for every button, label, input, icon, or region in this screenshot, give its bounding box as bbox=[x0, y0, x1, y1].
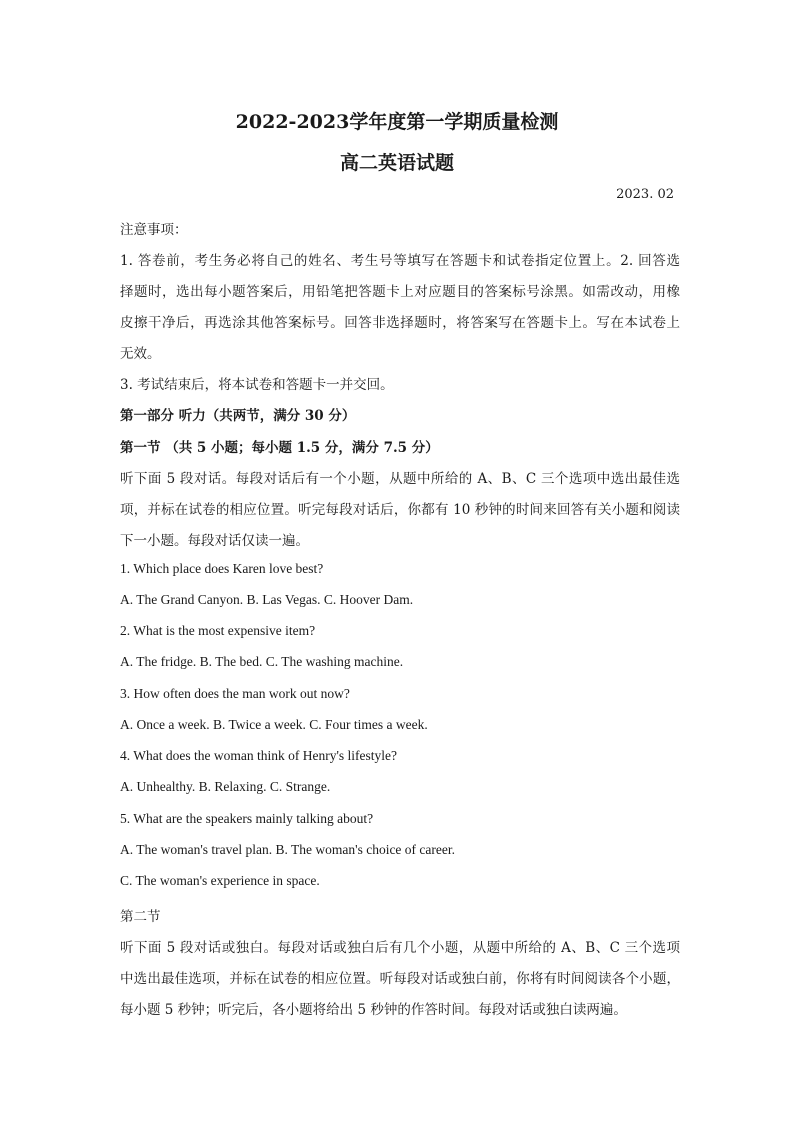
section1-instruction: 下一小题。每段对话仅读一遍。 bbox=[120, 533, 309, 549]
notes-line: 皮擦干净后，再选涂其他答案标号。回答非选择题时，将答案写在答题卡上。写在本试卷上 bbox=[120, 315, 680, 331]
page-subtitle: 高二英语试题 bbox=[339, 152, 454, 174]
section1-instruction: 听下面 5 段对话。每段对话后有一个小题，从题中所给的 A、B、C 三个选项中选出最佳选 bbox=[120, 471, 680, 487]
question-text: 2. What is the most expensive item? bbox=[120, 623, 316, 638]
question-text: 4. What does the woman think of Henry's lifestyle? bbox=[120, 748, 397, 763]
question-options: A. The woman's travel plan. B. The woman's choice of career. bbox=[120, 842, 456, 857]
question-options: A. The fridge. B. The bed. C. The washing machine. bbox=[120, 654, 404, 669]
question-options: A. Once a week. B. Twice a week. C. Four times a week. bbox=[120, 717, 428, 732]
question-text: 1. Which place does Karen love best? bbox=[120, 561, 324, 576]
section2-instruction: 中选出最佳选项，并标在试卷的相应位置。听每段对话或独白前，你将有时间阅读各个小题， bbox=[120, 971, 680, 987]
question-options: A. Unhealthy. B. Relaxing. C. Strange. bbox=[120, 779, 331, 794]
exam-date: 2023. 02 bbox=[616, 187, 674, 202]
section2-heading: 第二节 bbox=[120, 909, 161, 925]
page-title: 2022-2023学年度第一学期质量检测 bbox=[235, 111, 559, 133]
section1-heading: 第一节 （共 5 小题；每小题 1.5 分，满分 7.5 分） bbox=[120, 440, 439, 456]
section2-instruction: 听下面 5 段对话或独白。每段对话或独白后有几个小题，从题中所给的 A、B、C 三个选项 bbox=[120, 940, 680, 956]
question-options: A. The Grand Canyon. B. Las Vegas. C. Hoover Dam. bbox=[120, 592, 414, 607]
notes-line: 3. 考试结束后，将本试卷和答题卡一并交回。 bbox=[120, 377, 394, 393]
question-text: 3. How often does the man work out now? bbox=[120, 686, 350, 701]
notes-line: 无效。 bbox=[120, 346, 161, 362]
notes-line: 择题时，选出每小题答案后，用铅笔把答题卡上对应题目的答案标号涂黑。如需改动，用橡 bbox=[120, 284, 680, 300]
notes-line: 1. 答卷前，考生务必将自己的姓名、考生号等填写在答题卡和试卷指定位置上。2. 回答选 bbox=[120, 253, 680, 269]
section2-instruction: 每小题 5 秒钟；听完后，各小题将给出 5 秒钟的作答时间。每段对话或独白读两遍。 bbox=[120, 1002, 627, 1018]
part1-heading: 第一部分 听力（共两节，满分 30 分） bbox=[120, 408, 356, 424]
section1-instruction: 项，并标在试卷的相应位置。听完每段对话后，你都有 10 秒钟的时间来回答有关小题和阅读 bbox=[120, 502, 680, 518]
question-text: 5. What are the speakers mainly talking about? bbox=[120, 811, 374, 826]
question-options: C. The woman's experience in space. bbox=[120, 873, 320, 888]
notes-heading: 注意事项： bbox=[120, 222, 188, 238]
